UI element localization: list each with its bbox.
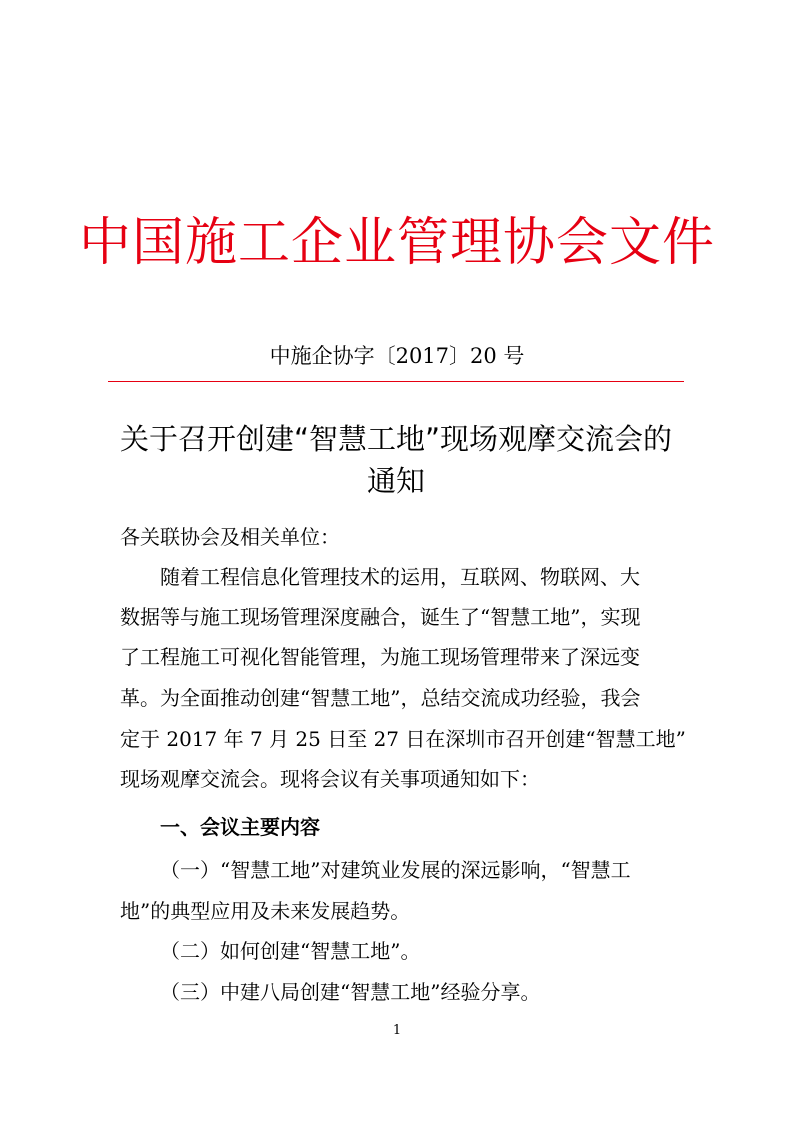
section-heading: 一、会议主要内容: [160, 815, 320, 839]
list-item-line: （三）中建八局创建“智慧工地”经验分享。: [160, 980, 541, 1004]
notice-title: [108, 418, 684, 502]
paragraph-line: 了工程施工可视化智能管理，为施工现场管理带来了深远变: [120, 645, 640, 669]
page-number: 1: [392, 1023, 402, 1038]
salutation: 各关联协会及相关单位：: [120, 525, 340, 549]
paragraph-line: 数据等与施工现场管理深度融合，诞生了“智慧工地”，实现: [120, 605, 641, 629]
paragraph-line: 随着工程信息化管理技术的运用，互联网、物联网、大: [160, 565, 640, 589]
red-divider: [108, 381, 684, 382]
document-header-title: 中国施工企业管理协会文件: [78, 213, 715, 273]
paragraph-line: 革。为全面推动创建“智慧工地”，总结交流成功经验，我会: [120, 686, 641, 710]
list-item-line: （二）如何创建“智慧工地”。: [160, 939, 421, 963]
paragraph-line: 定于 2017 年 7 月 25 日至 27 日在深圳市召开创建“智慧工地”: [120, 727, 686, 751]
list-item-line: （一）“智慧工地”对建筑业发展的深远影响，“智慧工: [160, 858, 631, 882]
document-number: 中施企协字〔2017〕20 号: [269, 344, 525, 368]
paragraph-line: 现场观摩交流会。现将会议有关事项通知如下：: [120, 767, 540, 791]
list-item-line: 地”的典型应用及未来发展趋势。: [120, 899, 411, 923]
notice-title-line: 通知: [366, 464, 425, 498]
notice-title-line: 关于召开创建“智慧工地”现场观摩交流会的: [119, 422, 673, 456]
